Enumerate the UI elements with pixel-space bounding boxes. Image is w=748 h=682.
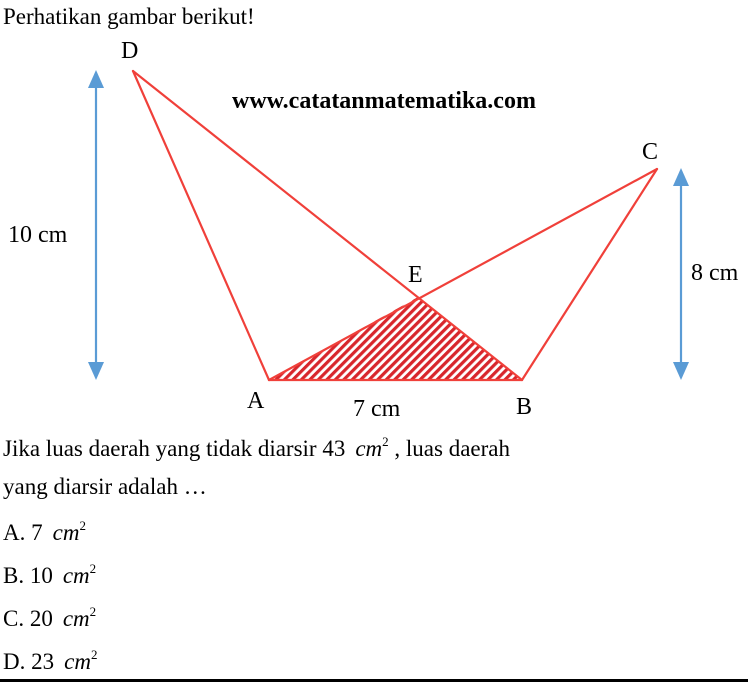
watermark-text: www.catatanmatematika.com — [232, 88, 536, 114]
option-a[interactable] — [3, 516, 86, 550]
option-exponent: 2 — [89, 604, 97, 619]
point-label-e: E — [408, 262, 423, 288]
point-label-a: A — [247, 388, 265, 414]
arrow-up-icon — [673, 168, 689, 186]
option-exponent: 2 — [79, 518, 86, 533]
option-c[interactable] — [3, 602, 96, 636]
height-arrow-left — [88, 70, 104, 380]
point-label-c: C — [642, 139, 659, 165]
question-exponent: 2 — [382, 434, 389, 449]
option-label: A. 7 — [3, 520, 43, 545]
question-tail: , luas daerah — [394, 436, 511, 461]
option-label: C. 20 — [3, 606, 53, 631]
arrow-down-icon — [88, 362, 104, 380]
segment-ad — [133, 71, 269, 380]
option-exponent: 2 — [89, 561, 97, 576]
point-label-d: D — [121, 38, 139, 64]
length-label-7cm: 7 cm — [353, 396, 401, 422]
option-unit: cm — [52, 520, 80, 545]
segment-cb — [522, 169, 657, 380]
instruction-heading: Perhatikan gambar berikut! — [3, 4, 255, 29]
option-d[interactable] — [3, 645, 97, 679]
question-line-2: yang diarsir adalah … — [3, 474, 207, 499]
question-line-1 — [3, 430, 510, 467]
length-label-8cm: 8 cm — [691, 260, 739, 286]
option-b[interactable] — [3, 559, 96, 593]
arrow-up-icon — [88, 70, 104, 88]
question-text: Jika luas daerah yang tidak diarsir 43 — [3, 436, 346, 461]
option-label: B. 10 — [3, 563, 53, 588]
shaded-triangle-aeb — [269, 297, 522, 380]
segment-db — [133, 71, 522, 380]
option-unit: cm — [62, 563, 90, 588]
option-exponent: 2 — [90, 647, 98, 662]
option-unit: cm — [64, 649, 91, 674]
question-unit: cm — [355, 436, 383, 461]
point-label-b: B — [516, 394, 533, 420]
height-arrow-right — [673, 168, 689, 380]
arrow-down-icon — [673, 362, 689, 380]
length-label-10cm: 10 cm — [8, 222, 68, 248]
option-label: D. 23 — [3, 649, 55, 674]
option-unit: cm — [62, 606, 90, 631]
